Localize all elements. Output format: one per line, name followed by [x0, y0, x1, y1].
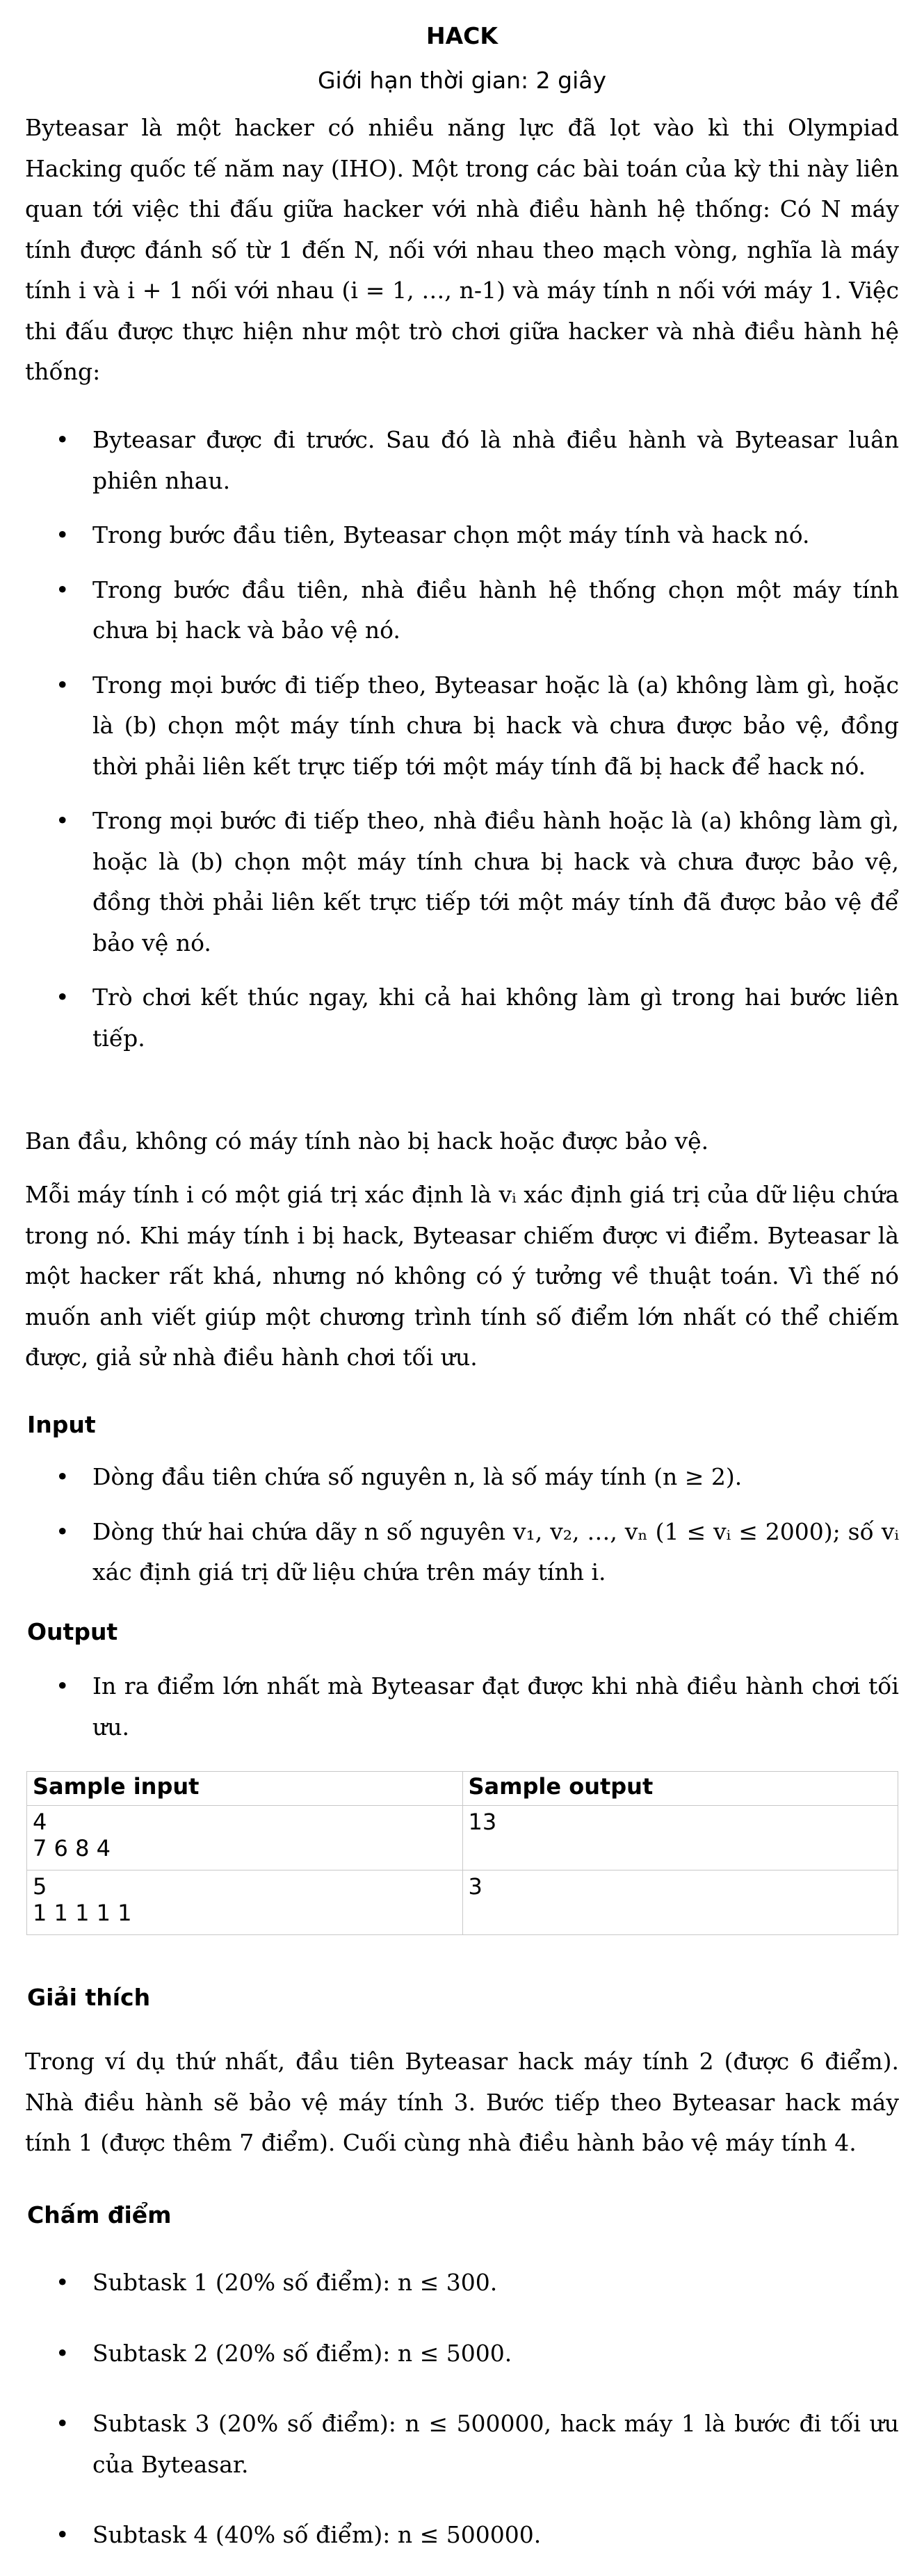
problem-title: HACK	[426, 22, 498, 49]
table-row	[27, 1806, 898, 1870]
rule-text: Byteasar được đi trước. Sau đó là nhà điều hành và Byteasar luân phiên nhau.	[92, 426, 899, 494]
subtask-text: Subtask 4 (40% số điểm): n ≤ 500000.	[92, 2521, 542, 2548]
rule-text: Trò chơi kết thúc ngay, khi cả hai không làm gì trong hai bước liên tiếp.	[92, 984, 899, 1052]
sample-table	[26, 1771, 898, 1935]
rule-text: Trong bước đầu tiên, nhà điều hành hệ thống chọn một máy tính chưa bị hack và bảo vệ nó.	[92, 576, 899, 644]
subtask-item	[25, 2515, 899, 2556]
scoring-list	[25, 2263, 899, 2556]
subtask-item	[25, 2333, 899, 2374]
sample-input-cell: 5 1 1 1 1 1	[27, 1870, 463, 1935]
output-text: In ra điểm lớn nhất mà Byteasar đạt được khi nhà điều hành chơi tối ưu.	[92, 1672, 899, 1741]
value-paragraph: Mỗi máy tính i có một giá trị xác định là vᵢ xác định giá trị của dữ liệu chứa trong nó. Khi máy tính i bị hack, Byteasar chiếm được vi điểm. Byteasar là một hacker rất khá, nhưng nó không có ý tưởng về thuật toán. Vì thế nó muốn anh viết giúp một chương trình tính số điểm lớn nhất có thể chiếm được, giả sử nhà điều hành chơi tối ưu.	[25, 1181, 899, 1371]
rule-text: Trong mọi bước đi tiếp theo, Byteasar hoặc là (a) không làm gì, hoặc là (b) chọn một máy tính chưa bị hack và chưa được bảo vệ, đồng thời phải liên kết trực tiếp tới một máy tính đã bị hack để hack nó.	[92, 671, 899, 780]
explanation-text: Trong ví dụ thứ nhất, đầu tiên Byteasar hack máy tính 2 (được 6 điểm). Nhà điều hành sẽ bảo vệ máy tính 3. Bước tiếp theo Byteasar hack máy tính 1 (được thêm 7 điểm). Cuối cùng nhà điều hành bảo vệ máy tính 4.	[25, 2048, 899, 2156]
sample-output-cell: 13	[462, 1806, 898, 1870]
rule-item	[25, 977, 899, 1059]
input-text: Dòng đầu tiên chứa số nguyên n, là số máy tính (n ≥ 2).	[92, 1463, 743, 1490]
rule-text: Trong mọi bước đi tiếp theo, nhà điều hành hoặc là (a) không làm gì, hoặc là (b) chọn một máy tính chưa bị hack và chưa được bảo vệ, đồng thời phải liên kết trực tiếp tới một máy tính đã được bảo vệ để bảo vệ nó.	[92, 807, 899, 956]
rule-item	[25, 515, 899, 556]
rule-item	[25, 801, 899, 963]
input-item	[25, 1512, 899, 1593]
initial-state-paragraph: Ban đầu, không có máy tính nào bị hack hoặc được bảo vệ.	[25, 1127, 709, 1155]
rule-item	[25, 665, 899, 788]
sample-header-row	[27, 1772, 898, 1806]
subtask-item	[25, 2404, 899, 2485]
output-list	[25, 1666, 899, 1747]
explanation-heading: Giải thích	[27, 1984, 151, 2011]
input-text: Dòng thứ hai chứa dãy n số nguyên v₁, v₂, …, vₙ (1 ≤ vᵢ ≤ 2000); số vᵢ xác định giá trị dữ liệu chứa trên máy tính i.	[92, 1517, 899, 1585]
output-heading: Output	[27, 1618, 118, 1645]
table-row	[27, 1870, 898, 1935]
rule-item	[25, 570, 899, 651]
rule-item	[25, 420, 899, 501]
subtask-text: Subtask 2 (20% số điểm): n ≤ 5000.	[92, 2339, 512, 2367]
subtask-text: Subtask 3 (20% số điểm): n ≤ 500000, hack máy 1 là bước đi tối ưu của Byteasar.	[92, 2410, 899, 2478]
game-rules-list	[25, 420, 899, 1059]
intro-paragraph: Byteasar là một hacker có nhiều năng lực đã lọt vào kì thi Olympiad Hacking quốc tế năm nay (IHO). Một trong các bài toán của kỳ thi này liên quan tới việc thi đấu giữa hacker với nhà điều hành hệ thống: Có N máy tính được đánh số từ 1 đến N, nối với nhau theo mạch vòng, nghĩa là máy tính i và i + 1 nối với nhau (i = 1, …, n-1) và máy tính n nối với máy 1. Việc thi đấu được thực hiện như một trò chơi giữa hacker và nhà điều hành hệ thống:	[25, 114, 899, 385]
sample-output-header: Sample output	[462, 1772, 898, 1806]
sample-input-cell: 4 7 6 8 4	[27, 1806, 463, 1870]
sample-input-header: Sample input	[27, 1772, 463, 1806]
input-item	[25, 1457, 899, 1498]
sample-output-cell: 3	[462, 1870, 898, 1935]
input-list	[25, 1457, 899, 1593]
input-heading: Input	[27, 1411, 96, 1438]
output-item	[25, 1666, 899, 1747]
scoring-heading: Chấm điểm	[27, 2201, 172, 2228]
time-limit: Giới hạn thời gian: 2 giây	[317, 67, 607, 94]
subtask-item	[25, 2263, 899, 2304]
subtask-text: Subtask 1 (20% số điểm): n ≤ 300.	[92, 2269, 498, 2296]
rule-text: Trong bước đầu tiên, Byteasar chọn một máy tính và hack nó.	[92, 521, 810, 548]
